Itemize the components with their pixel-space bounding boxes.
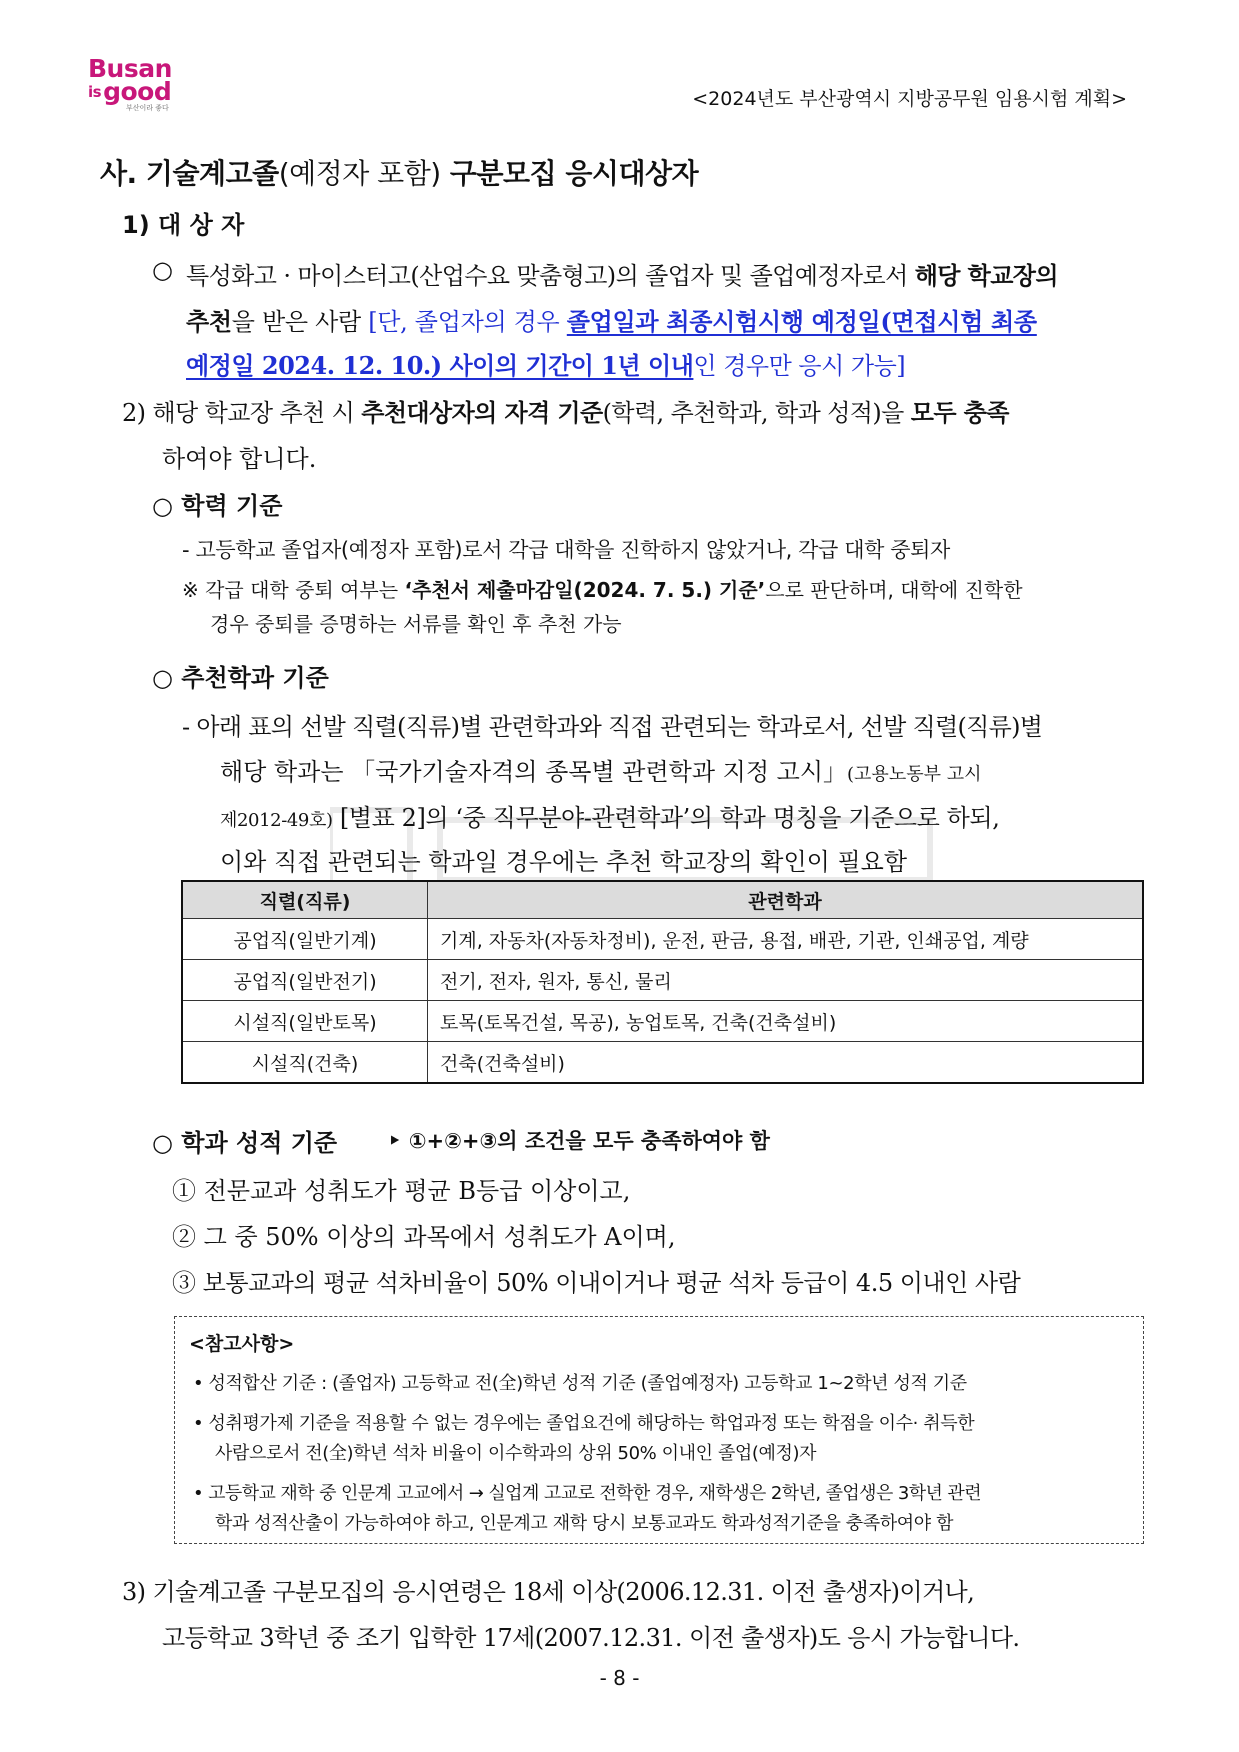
reference-item-1: • 성적합산 기준 : (졸업자) 고등학교 전(全)학년 성적 기준 (졸업예정자) 고등학교 1~2학년 성적 기준 bbox=[193, 1373, 967, 1394]
item1-line2: 추천을 받은 사람 [단, 졸업자의 경우 졸업일과 최종시험시행 예정일(면접시험 최종 bbox=[186, 307, 1037, 336]
table-row: 시설직(일반토목) 토목(토목건설, 목공), 농업토목, 건축(건축설비) bbox=[182, 1001, 1143, 1042]
section-title: 사. 기술계고졸(예정자 포함) 구분모집 응시대상자 bbox=[100, 157, 699, 190]
page-number: - 8 - bbox=[599, 1666, 640, 1690]
edu-note-line1: ※ 각급 대학 중퇴 여부는 ‘추천서 제출마감일(2024. 7. 5.) 기준’으로 판단하며, 대학에 진학한 bbox=[182, 578, 1023, 602]
reference-box bbox=[174, 1316, 1144, 1544]
item2-line1: 2) 해당 학교장 추천 시 추천대상자의 자격 기준(학력, 추천학과, 학과 성적)을 모두 충족 bbox=[122, 398, 1009, 427]
table-row: 공업직(일반전기) 전기, 전자, 원자, 통신, 물리 bbox=[182, 960, 1143, 1001]
edu-criteria-dash: - 고등학교 졸업자(예정자 포함)로서 각급 대학을 진학하지 않았거나, 각급 대학 중퇴자 bbox=[182, 538, 950, 562]
table-header-series: 직렬(직류) bbox=[182, 881, 428, 919]
reference-title: <참고사항> bbox=[189, 1333, 295, 1355]
dept-table bbox=[181, 880, 1144, 1084]
dept-line1: - 아래 표의 선발 직렬(직류)별 관련학과와 직접 관련되는 학과로서, 선발 직렬(직류)별 bbox=[182, 713, 1043, 741]
table-row: 공업직(일반기계) 기계, 자동차(자동차정비), 운전, 판금, 용접, 배관, 기관, 인쇄공업, 계량 bbox=[182, 919, 1143, 960]
grade-cond-3: ③ 보통교과의 평균 석차비율이 50% 이내이거나 평균 석차 등급이 4.5 이내인 사람 bbox=[172, 1269, 1021, 1297]
grade-criteria-title: ○ 학과 성적 기준 bbox=[152, 1129, 338, 1157]
item3-line1: 3) 기술계고졸 구분모집의 응시연령은 18세 이상(2006.12.31. 이전 출생자)이거나, bbox=[122, 1578, 975, 1606]
item1-bullet: ○ bbox=[152, 256, 173, 284]
dept-line3: 제2012-49호) [별표 2]의 ‘중 직무분야-관련학과’의 학과 명칭을 기준으로 하되, bbox=[220, 804, 1000, 832]
document-header: <2024년도 부산광역시 지방공무원 임용시험 계획> bbox=[692, 88, 1127, 110]
dept-criteria-title: ○ 추천학과 기준 bbox=[152, 664, 329, 692]
grade-condition: ‣ ①+②+③의 조건을 모두 충족하여야 함 bbox=[388, 1129, 770, 1153]
item1-heading: 1) 대 상 자 bbox=[122, 211, 245, 239]
grade-cond-2: ② 그 중 50% 이상의 과목에서 성취도가 A이며, bbox=[172, 1223, 676, 1251]
busan-logo: Busan isgood 부산이라 좋다 bbox=[88, 54, 172, 112]
reference-item-2b: 사람으로서 전(全)학년 석차 비율이 이수학과의 상위 50% 이내인 졸업(예정)자 bbox=[215, 1443, 817, 1464]
grade-cond-1: ① 전문교과 성취도가 평균 B등급 이상이고, bbox=[172, 1177, 631, 1205]
dept-line4: 이와 직접 관련되는 학과일 경우에는 추천 학교장의 확인이 필요함 bbox=[220, 848, 907, 876]
item2-line2: 하여야 합니다. bbox=[162, 445, 317, 473]
reference-item-3a: • 고등학교 재학 중 인문계 고교에서 → 실업계 고교로 전학한 경우, 재학생은 2학년, 졸업생은 3학년 관련 bbox=[193, 1483, 982, 1504]
reference-item-2a: • 성취평가제 기준을 적용할 수 없는 경우에는 졸업요건에 해당하는 학업과정 또는 학점을 이수· 취득한 bbox=[193, 1413, 975, 1434]
edu-note-line2: 경우 중퇴를 증명하는 서류를 확인 후 추천 가능 bbox=[210, 612, 622, 636]
reference-item-3b: 학과 성적산출이 가능하여야 하고, 인문계고 재학 당시 보통교과도 학과성적기준을 충족하여야 함 bbox=[215, 1513, 954, 1534]
item3-line2: 고등학교 3학년 중 조기 입학한 17세(2007.12.31. 이전 출생자)도 응시 가능합니다. bbox=[162, 1624, 1020, 1652]
item1-line1: 특성화고 · 마이스터고(산업수요 맞춤형고)의 졸업자 및 졸업예정자로서 해당 학교장의 bbox=[186, 261, 1058, 290]
table-header-row bbox=[182, 881, 1143, 919]
table-header-departments: 관련학과 bbox=[428, 881, 1144, 919]
item1-line3: 예정일 2024. 12. 10.) 사이의 기간이 1년 이내인 경우만 응시 가능] bbox=[186, 351, 906, 380]
edu-criteria-title: ○ 학력 기준 bbox=[152, 492, 283, 520]
table-row: 시설직(건축) 건축(건축설비) bbox=[182, 1042, 1143, 1084]
dept-line2: 해당 학과는 「국가기술자격의 종목별 관련학과 지정 고시」(고용노동부 고시 bbox=[220, 758, 982, 786]
